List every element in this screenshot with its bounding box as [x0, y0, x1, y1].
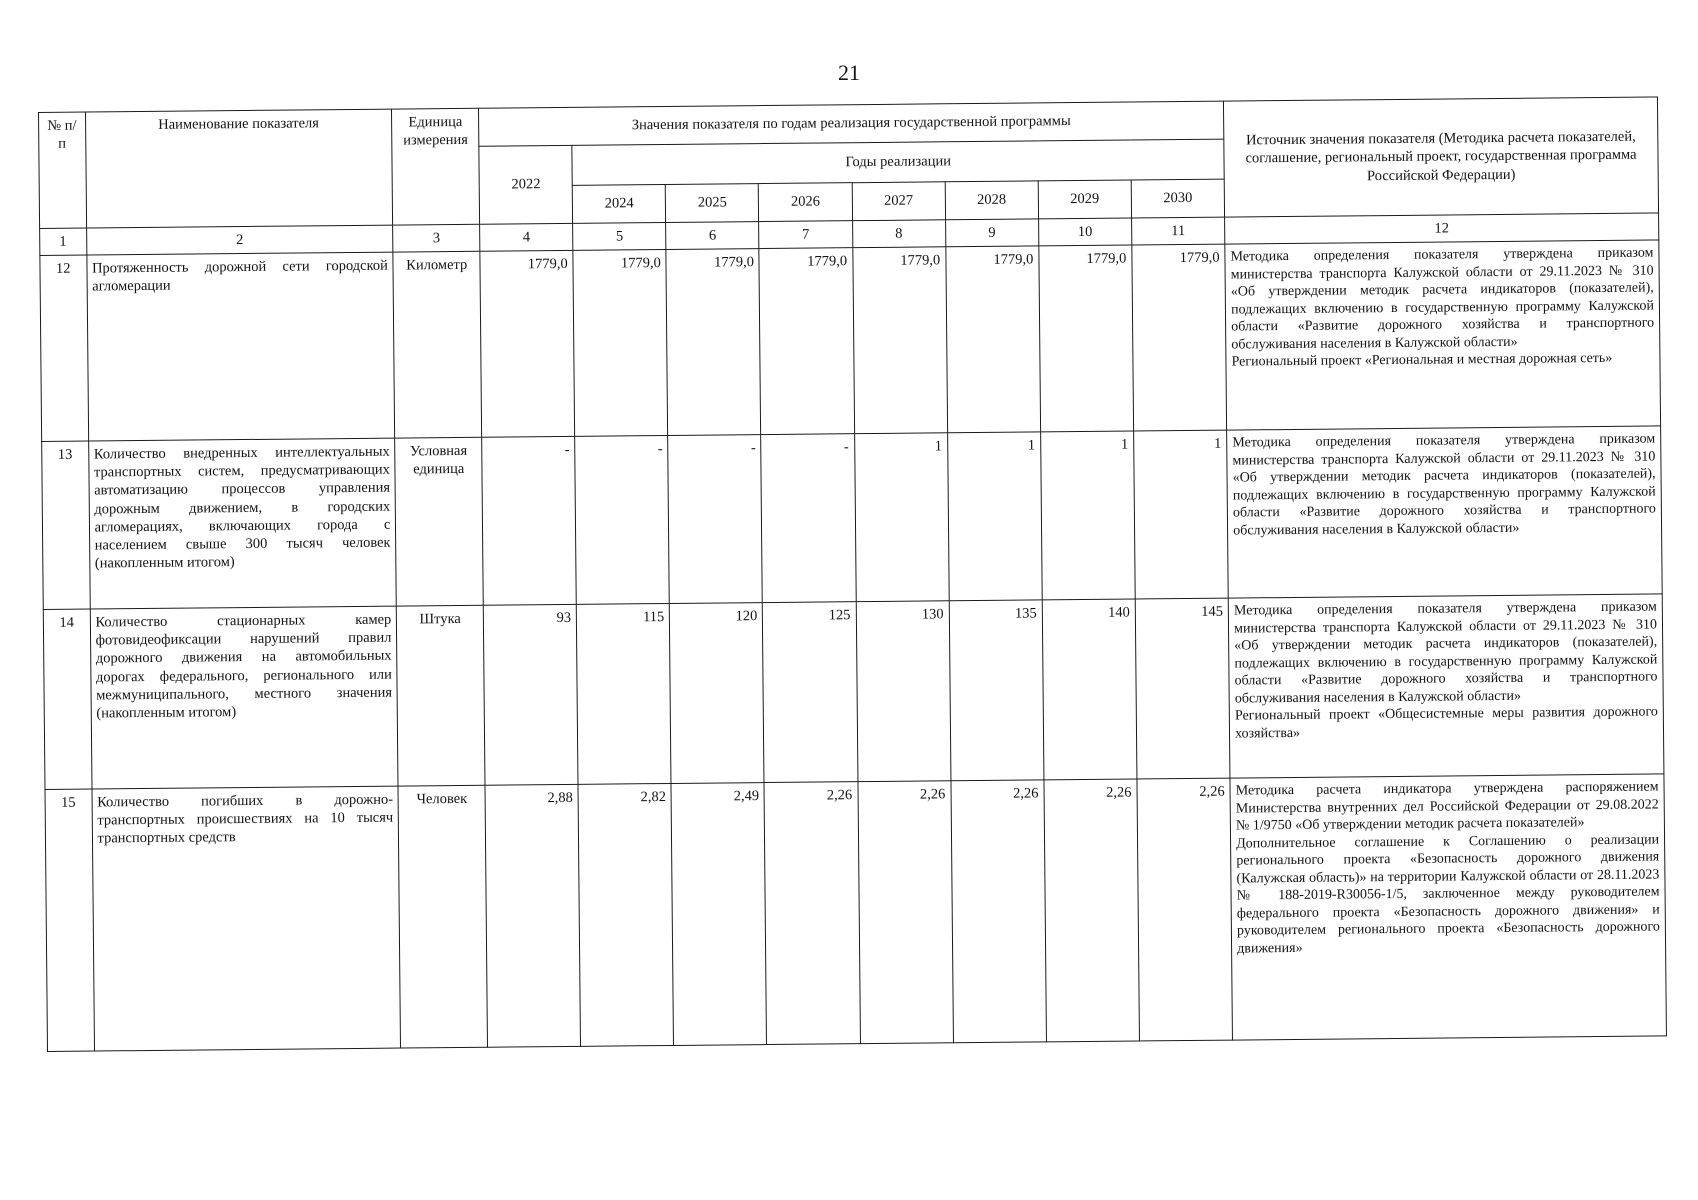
table-row — [40, 240, 1661, 442]
row-value: 1 — [854, 433, 949, 602]
source-paragraph: Методика определения показателя утверждена приказом министерства транспорта Калужской области от 29.11.2023 № 310 «Об утверждении методик расчета индикаторов (показателей), подлежащих включению в государственную программу Калужской области «Развитие дорожного хозяйства и транспортного обслуживания населения в Калужской области» — [1230, 245, 1655, 353]
row-value: - — [482, 436, 577, 605]
header-base-year: 2022 — [479, 145, 573, 224]
row-value: 2,26 — [1044, 779, 1140, 1042]
row-value: 2,26 — [1137, 778, 1233, 1041]
source-paragraph: Методика определения показателя утверждена приказом министерства транспорта Калужской области от 29.11.2023 № 310 «Об утверждении методик расчета индикаторов (показателей), подлежащих включению в государственную программу Калужской области «Развитие дорожного хозяйства и транспортного обслуживания населения в Калужской области» — [1233, 599, 1658, 707]
column-number: 5 — [573, 222, 666, 250]
source-paragraph: Методика определения показателя утверждена приказом министерства транспорта Калужской области от 29.11.2023 № 310 «Об утверждении методик расчета индикаторов (показателей), подлежащих включению в государственную программу Калужской области «Развитие дорожного хозяйства и транспортного обслуживания населения в Калужской области» — [1232, 431, 1656, 539]
row-value: 135 — [949, 600, 1044, 781]
source-paragraph: Региональный проект «Общесистемные меры развития дорожного хозяйства» — [1234, 704, 1658, 742]
column-number: 12 — [1225, 213, 1659, 244]
table-row — [45, 774, 1666, 1052]
row-num: 14 — [43, 609, 91, 789]
column-number: 7 — [759, 221, 852, 249]
column-number: 2 — [86, 225, 393, 255]
indicator-table — [38, 96, 1667, 1052]
header-year: 2024 — [572, 184, 665, 223]
header-num: № п/п — [39, 112, 87, 228]
column-number: 11 — [1131, 217, 1224, 245]
row-source — [1225, 240, 1661, 430]
row-value: 1 — [947, 432, 1042, 601]
source-paragraph: Дополнительное соглашение к Соглашению о реализации регионального проекта «Безопасность дорожного движения (Калужская область)» на территории Калужской области от 28.11.2023 № 188-2019-R30056-1/5, заключенное между руководителем федерального проекта «Безопасность дорожного движения» и руководителем регионального проекта «Безопасность дорожного движения» — [1236, 832, 1660, 957]
row-value: 1779,0 — [666, 249, 761, 436]
row-value: 120 — [670, 603, 765, 784]
row-value: 1779,0 — [480, 250, 575, 437]
header-year: 2026 — [759, 183, 852, 222]
row-value: 115 — [577, 604, 672, 785]
column-number: 3 — [393, 224, 480, 252]
row-value: 1779,0 — [759, 248, 854, 435]
column-number: 10 — [1038, 218, 1131, 246]
row-value: 2,26 — [858, 781, 954, 1044]
row-value: 1779,0 — [1132, 244, 1227, 431]
header-unit: Единица измерения — [392, 108, 480, 225]
row-value: 1779,0 — [852, 247, 947, 434]
column-number: 1 — [40, 228, 87, 256]
column-number: 6 — [666, 222, 759, 250]
header-year: 2027 — [852, 182, 945, 221]
header-year: 2030 — [1131, 179, 1225, 218]
column-number: 8 — [852, 220, 945, 248]
header-years-group: Годы реализации — [572, 139, 1224, 185]
source-paragraph: Методика расчета индикатора утверждена распоряжением Министерства внутренних дел Российской Федерации от 29.08.2022 № 1/9750 «Об утверждении методик расчета показателей» — [1235, 779, 1659, 834]
row-value: - — [575, 436, 670, 605]
column-number: 9 — [945, 219, 1038, 247]
source-paragraph: Региональный проект «Региональная и местная дорожная сеть» — [1231, 351, 1613, 370]
row-unit: Человек — [398, 785, 487, 1048]
header-year: 2025 — [666, 184, 759, 223]
row-value: 2,88 — [485, 784, 581, 1047]
row-value: 1779,0 — [1039, 245, 1134, 432]
row-num: 13 — [42, 441, 90, 609]
row-value: 2,82 — [578, 784, 674, 1047]
row-name: Количество погибших в дорожно-транспортных происшествиях на 10 тысяч транспортных средств — [92, 786, 401, 1051]
row-name: Количество стационарных камер фотовидеофиксации нарушений правил дорожного движения на автомобильных дорогах федерального, регионального или межмуниципального, местного значения (накопленным итогом) — [90, 606, 399, 789]
page-number: 21 — [838, 60, 860, 85]
row-value: 1 — [1040, 431, 1135, 600]
row-value: 130 — [856, 601, 951, 782]
row-value: 2,49 — [671, 783, 767, 1046]
row-num: 12 — [40, 255, 88, 441]
row-value: - — [668, 435, 763, 604]
column-number: 4 — [480, 223, 573, 251]
row-value: 145 — [1135, 598, 1230, 779]
header-values-group: Значения показателя по годам реализация государственной программы — [479, 101, 1224, 146]
row-value: 140 — [1042, 599, 1137, 780]
row-num: 15 — [45, 789, 94, 1051]
row-value: 1779,0 — [946, 246, 1041, 433]
table-row — [42, 426, 1663, 610]
row-value: 1779,0 — [573, 250, 668, 437]
row-source — [1230, 774, 1666, 1040]
row-value: 2,26 — [951, 780, 1047, 1043]
row-value: - — [761, 434, 856, 603]
row-unit: Условная единица — [395, 437, 483, 606]
row-source — [1228, 594, 1664, 778]
row-value: 1 — [1134, 430, 1229, 599]
indicator-table-sheet — [38, 96, 1667, 1052]
header-year: 2028 — [945, 181, 1038, 220]
row-source — [1227, 426, 1662, 598]
header-name: Наименование показателя — [85, 109, 393, 228]
header-source: Источник значения показателя (Методика расчета показателей, соглашение, региональный проект, государственная программа Российской Федерации) — [1224, 97, 1659, 217]
row-value: 2,26 — [764, 782, 860, 1045]
row-name: Протяженность дорожной сети городской агломерации — [86, 252, 395, 441]
row-value: 125 — [763, 602, 858, 783]
table-row — [43, 594, 1664, 790]
row-name: Количество внедренных интеллектуальных транспортных систем, предусматривающих автоматизацию процессов управления дорожным движением, в городских агломерациях, включающих города с населением свыше 300 тысяч человек (накопленным итогом) — [88, 438, 396, 609]
row-unit: Штука — [397, 605, 485, 786]
row-value: 93 — [483, 604, 578, 785]
row-unit: Километр — [393, 251, 482, 438]
header-year: 2029 — [1038, 180, 1131, 219]
